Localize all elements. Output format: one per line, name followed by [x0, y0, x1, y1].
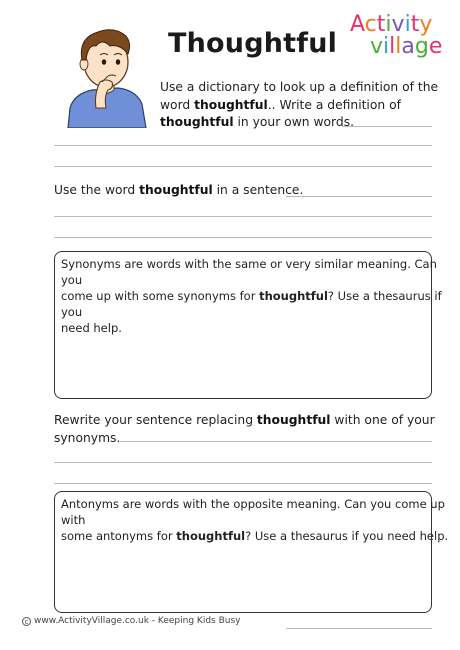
answer-line[interactable] [54, 166, 432, 167]
question-1-line-3 [160, 114, 438, 132]
antonyms-keyword: thoughtful [176, 529, 246, 543]
logo-letter: t [376, 12, 386, 37]
antonyms-text: some antonyms for [61, 529, 177, 543]
footer-line [286, 628, 432, 629]
synonyms-line-3: need help. [61, 321, 122, 335]
antonyms-line-2 [61, 528, 460, 544]
answer-line[interactable] [342, 126, 432, 127]
q2-text: in a sentence. [212, 183, 304, 197]
q1-text: word [160, 97, 195, 112]
question-3-line-2: synonyms. [54, 430, 121, 445]
answer-line[interactable] [120, 441, 432, 442]
q2-text: Use the word [54, 183, 140, 197]
q3-text: Rewrite your sentence replacing [54, 413, 257, 427]
logo-letter: e [428, 34, 443, 59]
logo-letter: i [404, 12, 411, 37]
question-1 [160, 79, 438, 132]
logo-letter: y [419, 12, 433, 37]
synonyms-line-2 [61, 288, 460, 320]
logo-letter: i [385, 12, 392, 37]
logo-line-1 [350, 14, 432, 36]
logo-letter: i [383, 34, 390, 59]
logo-letter: l [395, 34, 402, 59]
q2-keyword: thoughtful [139, 183, 213, 197]
answer-line[interactable] [54, 483, 432, 484]
question-1-line-1: Use a dictionary to look up a definition of the [160, 80, 439, 94]
logo-letter: v [370, 34, 384, 59]
copyright-icon: c [22, 617, 31, 626]
logo-letter: a [401, 34, 415, 59]
logo-letter: g [414, 34, 429, 59]
thinking-boy-illustration [62, 24, 152, 128]
antonyms-instructions [61, 496, 460, 544]
q1-keyword: thoughtful [160, 115, 234, 129]
answer-line[interactable] [54, 237, 432, 238]
synonyms-keyword: thoughtful [259, 289, 328, 303]
q1-text: .. Write a definition of [267, 97, 401, 112]
answer-line[interactable] [54, 216, 432, 217]
logo-letter: A [350, 12, 365, 37]
synonyms-instructions [61, 256, 460, 336]
synonyms-text: ? Use a thesaurus if you [61, 289, 442, 319]
page-title: Thoughtful [168, 28, 338, 59]
footer [22, 616, 240, 626]
answer-line[interactable] [54, 462, 432, 463]
question-1-line-2 [160, 97, 438, 115]
answer-line[interactable] [54, 145, 432, 146]
antonyms-text: ? Use a thesaurus if you need help. [245, 529, 449, 543]
synonyms-line-1: Synonyms are words with the same or very similar meaning. Can you [61, 257, 437, 287]
synonyms-text: come up with some synonyms for [61, 289, 260, 303]
logo-letter: t [410, 12, 420, 37]
logo-line-2 [370, 36, 442, 58]
q1-keyword: thoughtful [194, 97, 268, 112]
q1-text: in your own words. [233, 115, 355, 129]
logo-letter: l [389, 34, 396, 59]
activity-village-logo [350, 14, 446, 64]
q3-keyword: thoughtful [256, 413, 331, 427]
question-2 [54, 182, 303, 200]
logo-letter: c [364, 12, 377, 37]
logo-letter: v [391, 12, 405, 37]
question-3-line-1 [54, 412, 435, 430]
footer-text: www.ActivityVillage.co.uk - Keeping Kids Busy [34, 616, 241, 626]
q3-text: with one of your [330, 413, 435, 427]
antonyms-line-1: Antonyms are words with the opposite meaning. Can you come up with [61, 497, 445, 527]
answer-line[interactable] [286, 196, 432, 197]
